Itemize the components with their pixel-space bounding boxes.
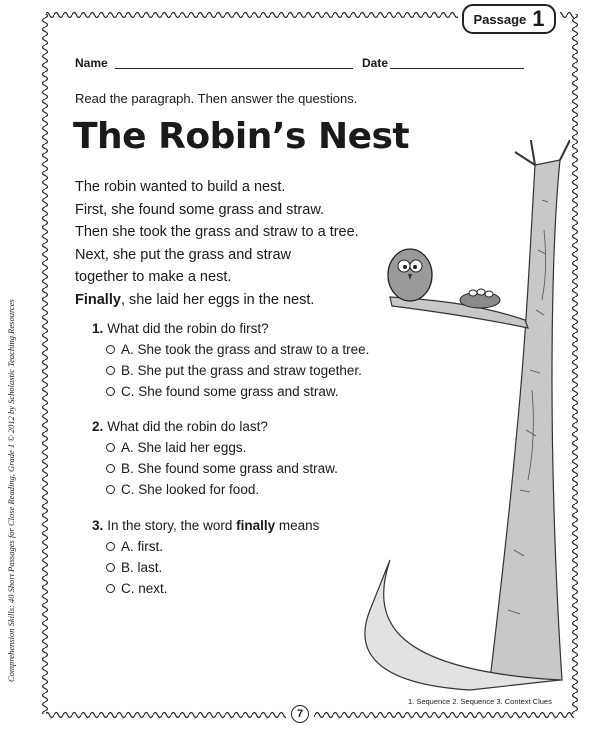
passage-label bbox=[462, 4, 556, 34]
option-text: C. next. bbox=[121, 581, 168, 596]
question-1 bbox=[92, 318, 369, 402]
date-field[interactable] bbox=[390, 68, 524, 69]
question-bold-word: finally bbox=[236, 518, 276, 533]
skills-list: 1. Sequence 2. Sequence 3. Context Clues bbox=[408, 697, 552, 706]
question-text: In the story, the word bbox=[107, 518, 237, 533]
question-text: What did the robin do last? bbox=[107, 419, 268, 434]
date-label: Date bbox=[362, 56, 389, 70]
option-text: A. first. bbox=[121, 539, 164, 554]
question-2 bbox=[92, 416, 338, 500]
answer-option[interactable] bbox=[106, 437, 338, 458]
name-field[interactable] bbox=[115, 68, 353, 69]
radio-button[interactable] bbox=[106, 563, 115, 572]
option-text: C. She found some grass and straw. bbox=[121, 384, 339, 399]
nest bbox=[460, 289, 500, 308]
answer-option[interactable] bbox=[106, 339, 369, 360]
radio-button[interactable] bbox=[106, 542, 115, 551]
answer-option[interactable] bbox=[106, 458, 338, 479]
question-text: means bbox=[275, 518, 320, 533]
story-line: together to make a nest. bbox=[75, 269, 232, 285]
answer-option[interactable] bbox=[106, 578, 319, 599]
question-number: 1. bbox=[92, 321, 104, 336]
robin bbox=[388, 249, 432, 301]
story-bold-word: Finally bbox=[75, 291, 121, 308]
name-date-row bbox=[75, 54, 525, 72]
story-line: Next, she put the grass and straw bbox=[75, 246, 291, 263]
page-title: The Robin’s Nest bbox=[73, 116, 410, 157]
story-line bbox=[75, 289, 359, 312]
radio-button[interactable] bbox=[106, 345, 115, 354]
radio-button[interactable] bbox=[106, 387, 115, 396]
option-text: B. She found some grass and straw. bbox=[121, 461, 338, 476]
radio-button[interactable] bbox=[106, 584, 115, 593]
question-3 bbox=[92, 515, 319, 599]
option-text: A. She took the grass and straw to a tree. bbox=[121, 342, 370, 357]
radio-button[interactable] bbox=[106, 485, 115, 494]
option-text: A. She laid her eggs. bbox=[121, 440, 247, 455]
story-paragraph bbox=[75, 176, 359, 311]
answer-option[interactable] bbox=[106, 360, 369, 381]
answer-option[interactable] bbox=[106, 557, 319, 578]
story-line-rest: , she laid her eggs in the nest. bbox=[120, 291, 315, 308]
tree-robin-illustration bbox=[330, 140, 570, 695]
option-text: B. last. bbox=[121, 560, 163, 575]
passage-text: Passage bbox=[473, 11, 527, 27]
name-label: Name bbox=[75, 56, 108, 70]
question-number: 2. bbox=[92, 419, 104, 434]
question-number: 3. bbox=[92, 518, 104, 533]
question-text: What did the robin do first? bbox=[107, 321, 269, 336]
story-line: First, she found some grass and straw. bbox=[75, 201, 325, 218]
copyright-credit: Comprehension Skills: 40 Short Passages for Close Reading, Grade 1 © 2012 by Scholastic Teaching Resources bbox=[6, 299, 16, 682]
answer-option[interactable] bbox=[106, 536, 319, 557]
radio-button[interactable] bbox=[106, 464, 115, 473]
instructions: Read the paragraph. Then answer the questions. bbox=[75, 91, 358, 106]
option-text: C. She looked for food. bbox=[121, 482, 260, 497]
page-number: 7 bbox=[291, 705, 309, 723]
radio-button[interactable] bbox=[106, 443, 115, 452]
story-line: The robin wanted to build a nest. bbox=[75, 179, 286, 195]
radio-button[interactable] bbox=[106, 366, 115, 375]
answer-option[interactable] bbox=[106, 479, 338, 500]
answer-option[interactable] bbox=[106, 381, 369, 402]
story-line: Then she took the grass and straw to a tree. bbox=[75, 224, 359, 240]
option-text: B. She put the grass and straw together. bbox=[121, 363, 362, 378]
passage-number: 1 bbox=[532, 6, 545, 31]
